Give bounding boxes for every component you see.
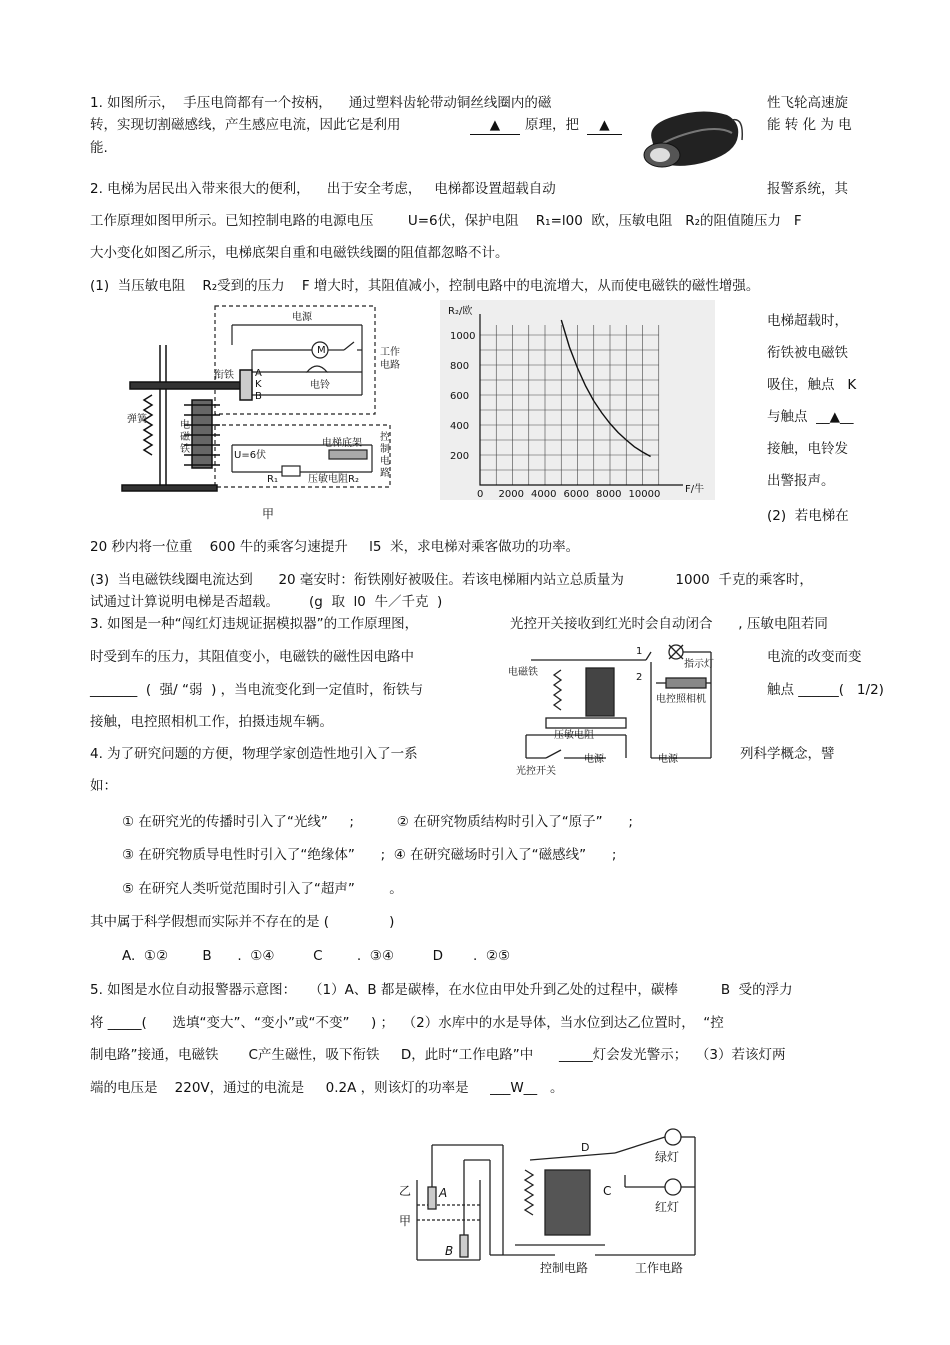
q5-jia-label: 甲 (399, 1214, 412, 1228)
fig1-voltage-label: U=6伏 (234, 450, 267, 461)
q2-line3: 大小变化如图乙所示，电梯底架自重和电磁铁线圈的阻值都忽略不计。 (90, 245, 509, 261)
q4-item2: ③ 在研究物质导电性时引入了“绝缘体” ; ④ 在研究磁场时引入了“磁感线” ; (122, 847, 617, 863)
q3-n2: 2 (636, 672, 643, 683)
fig1-bell-label: 电铃 (310, 380, 330, 391)
q3-figure (506, 640, 726, 775)
chart-ylabel: R₂/欧 (448, 306, 473, 317)
q1-blank2: ▲ (587, 116, 622, 135)
q5-c-label: C (603, 1184, 612, 1198)
q1-line1: 1. 如图所示， 手压电筒都有一个按柄， 通过塑料齿轮带动铜丝线圈内的磁 (90, 95, 552, 111)
q5-green-label: 绿灯 (655, 1150, 680, 1164)
q2-side-6: 出警报声。 (767, 473, 835, 489)
fig1-sensor-label: 压敏电阻R₂ (308, 474, 359, 485)
q3-n1: 1 (636, 646, 643, 657)
q3-line3-end: 触点 ______( 1/2) (767, 682, 884, 698)
q2-line1-end: 报警系统，其 (767, 181, 848, 197)
fig1-contact-a: A (255, 368, 262, 379)
q5-line3: 制电路”接通，电磁铁 C产生磁性，吸下衔铁 D，此时“工作电路”中 _____灯会发光警示； （3）若该灯两 (90, 1047, 786, 1063)
q4-line2: 如： (90, 778, 117, 794)
q2-line6: (3) 当电磁铁线圈电流达到 20 毫安时：衔铁刚好被吸住。若该电梯厢内站立总质量为 1000 千克的乘客时， (90, 572, 813, 588)
fig1-magnet-label-1: 电 (180, 420, 190, 431)
q3-magnet-label: 电磁铁 (508, 667, 538, 678)
figure-jia (122, 300, 400, 525)
fig1-r1-label: R₁ (267, 474, 278, 485)
fig1-ctrl-label-1: 控 (380, 432, 390, 443)
chart-y-tick: 800 (450, 361, 470, 372)
fig1-magnet-label-3: 铁 (180, 444, 190, 455)
q1-line2-end: 能 转 化 为 电 (767, 117, 852, 133)
chart-xlabel: F/牛 (685, 484, 705, 495)
q3-power2-label: 电源 (658, 754, 678, 765)
q5-line1: 5. 如图是水位自动报警器示意图： （1）A、B 都是碳棒，在水位由甲处升到乙处的过程中，碳棒 B 受的浮力 (90, 982, 793, 998)
q4-line1-end: 列科学概念，譬 (740, 746, 835, 762)
q3-power1-label: 电源 (584, 754, 604, 765)
q3-line1: 3. 如图是一种“闯红灯违规证据模拟器”的工作原理图， (90, 616, 419, 632)
q5-red-label: 红灯 (655, 1200, 680, 1214)
fig1-spring-label: 弹簧 (127, 414, 147, 425)
q2-line1: 2. 电梯为居民出入带来很大的便利， 出于安全考虑， 电梯都设置超载自动 (90, 181, 556, 197)
q3-line2: 时受到车的压力，其阻值变小，电磁铁的磁性因电路中 (90, 649, 414, 665)
chart-y-tick: 400 (450, 421, 470, 432)
q2-side-4: 与触点 __▲__ (767, 409, 854, 425)
chart-y-tick: 600 (450, 391, 470, 402)
fig1-motor-label: M (317, 345, 326, 356)
chart-x-tick: 6000 (563, 489, 589, 500)
q4-item3: ⑤ 在研究人类听觉范围时引入了“超声” 。 (122, 881, 403, 897)
q3-sensor-label: 压敏电阻 (554, 730, 594, 741)
chart-x-tick: 10000 (628, 489, 661, 500)
q3-camera-label: 电控照相机 (656, 694, 706, 705)
q5-line2: 将 _____( 选填“变大”、“变小”或“不变” ) ； （2）水库中的水是导体，当水位到达乙位置时， “控 (90, 1015, 724, 1031)
q2-side-7: (2) 若电梯在 (767, 508, 849, 524)
fig1-ctrl-label-3: 电 (380, 456, 390, 467)
q1-line2: 转，实现切割磁感线，产生感应电流，因此它是利用 (90, 117, 401, 133)
q5-ctrl-label: 控制电路 (540, 1261, 589, 1275)
fig1-work-label-2: 电路 (380, 360, 400, 371)
q2-line4: (1) 当压敏电阻 R₂受到的压力 F 增大时，其阻值减小，控制电路中的电流增大，从而使电磁铁的磁性增强。 (90, 278, 760, 294)
q4-question: 其中属于科学假想而实际并不存在的是 ( ) (90, 914, 395, 930)
q2-line7: 试通过计算说明电梯是否超载。 (g 取 l0 牛／千克 ) (90, 594, 443, 610)
q3-line1-end: 光控开关接收到红光时会自动闭合 , 压敏电阻若同 (510, 616, 828, 632)
q5-figure (395, 1115, 705, 1280)
q2-side-5: 接触，电铃发 (767, 441, 848, 457)
fig1-ctrl-label-2: 制 (380, 444, 390, 455)
resistance-force-chart (440, 300, 715, 500)
q5-yi-label: 乙 (399, 1184, 412, 1198)
q3-lamp-label: 指示灯 (684, 659, 714, 670)
fig1-power-label: 电源 (292, 312, 312, 323)
q5-a-label: A (439, 1186, 448, 1200)
q1-line1-end: 性飞轮高速旋 (767, 95, 848, 111)
q2-line2: 工作原理如图甲所示。已知控制电路的电源电压 U=6伏，保护电阻 R₁=l00 欧，压敏电阻 R₂的阻值随压力 F (90, 213, 802, 229)
chart-x-tick: 2000 (498, 489, 524, 500)
fig1-caption: 甲 (262, 507, 275, 521)
fig1-ctrl-label-4: 路 (380, 468, 390, 479)
fig1-work-label-1: 工作 (380, 347, 400, 358)
chart-x-tick: 4000 (531, 489, 557, 500)
chart-y-tick: 200 (450, 451, 470, 462)
q4-line1: 4. 为了研究问题的方便，物理学家创造性地引入了一系 (90, 746, 418, 762)
fig1-contact-k: K (255, 379, 262, 390)
q1-blank1: ▲ (470, 116, 520, 135)
q3-line4: 接触，电控照相机工作，拍摄违规车辆。 (90, 714, 333, 730)
q1-line2-mid: 原理，把 (525, 117, 579, 133)
q3-line2-end: 电流的改变而变 (767, 649, 862, 665)
chart-x-tick: 0 (477, 489, 484, 500)
q5-work-label: 工作电路 (635, 1261, 684, 1275)
q2-line5: 20 秒内将一位重 600 牛的乘客匀速提升 l5 米，求电梯对乘客做功的功率。 (90, 539, 580, 555)
fig1-magnet-label-2: 磁 (180, 432, 190, 443)
chart-y-tick: 1000 (450, 331, 476, 342)
fig1-base-label: 电梯底架 (322, 438, 362, 449)
q2-side-3: 吸住，触点 K (767, 377, 857, 393)
q5-line4: 端的电压是 220V，通过的电流是 0.2A ，则该灯的功率是 ___W__ 。 (90, 1080, 564, 1096)
fig1-contact-b: B (255, 391, 262, 402)
q4-options: A. ①② B . ①④ C . ③④ D . ②⑤ (122, 948, 511, 964)
q5-d-label: D (581, 1141, 590, 1154)
q2-side-2: 衔铁被电磁铁 (767, 345, 848, 361)
q1-line3: 能. (90, 140, 108, 156)
q2-side-1: 电梯超载时， (767, 313, 848, 329)
fig1-armature-label: 衔铁 (214, 370, 234, 381)
flashlight-image (632, 95, 747, 180)
q3-line3: _______ ( 强/ “弱 ) ，当电流变化到一定值时，衔铁与 (90, 682, 424, 698)
q5-b-label: B (445, 1244, 454, 1258)
q4-item1: ① 在研究光的传播时引入了“光线” ; ② 在研究物质结构时引入了“原子” ; (122, 814, 633, 830)
chart-x-tick: 8000 (596, 489, 622, 500)
q3-switch-label: 光控开关 (516, 766, 556, 777)
